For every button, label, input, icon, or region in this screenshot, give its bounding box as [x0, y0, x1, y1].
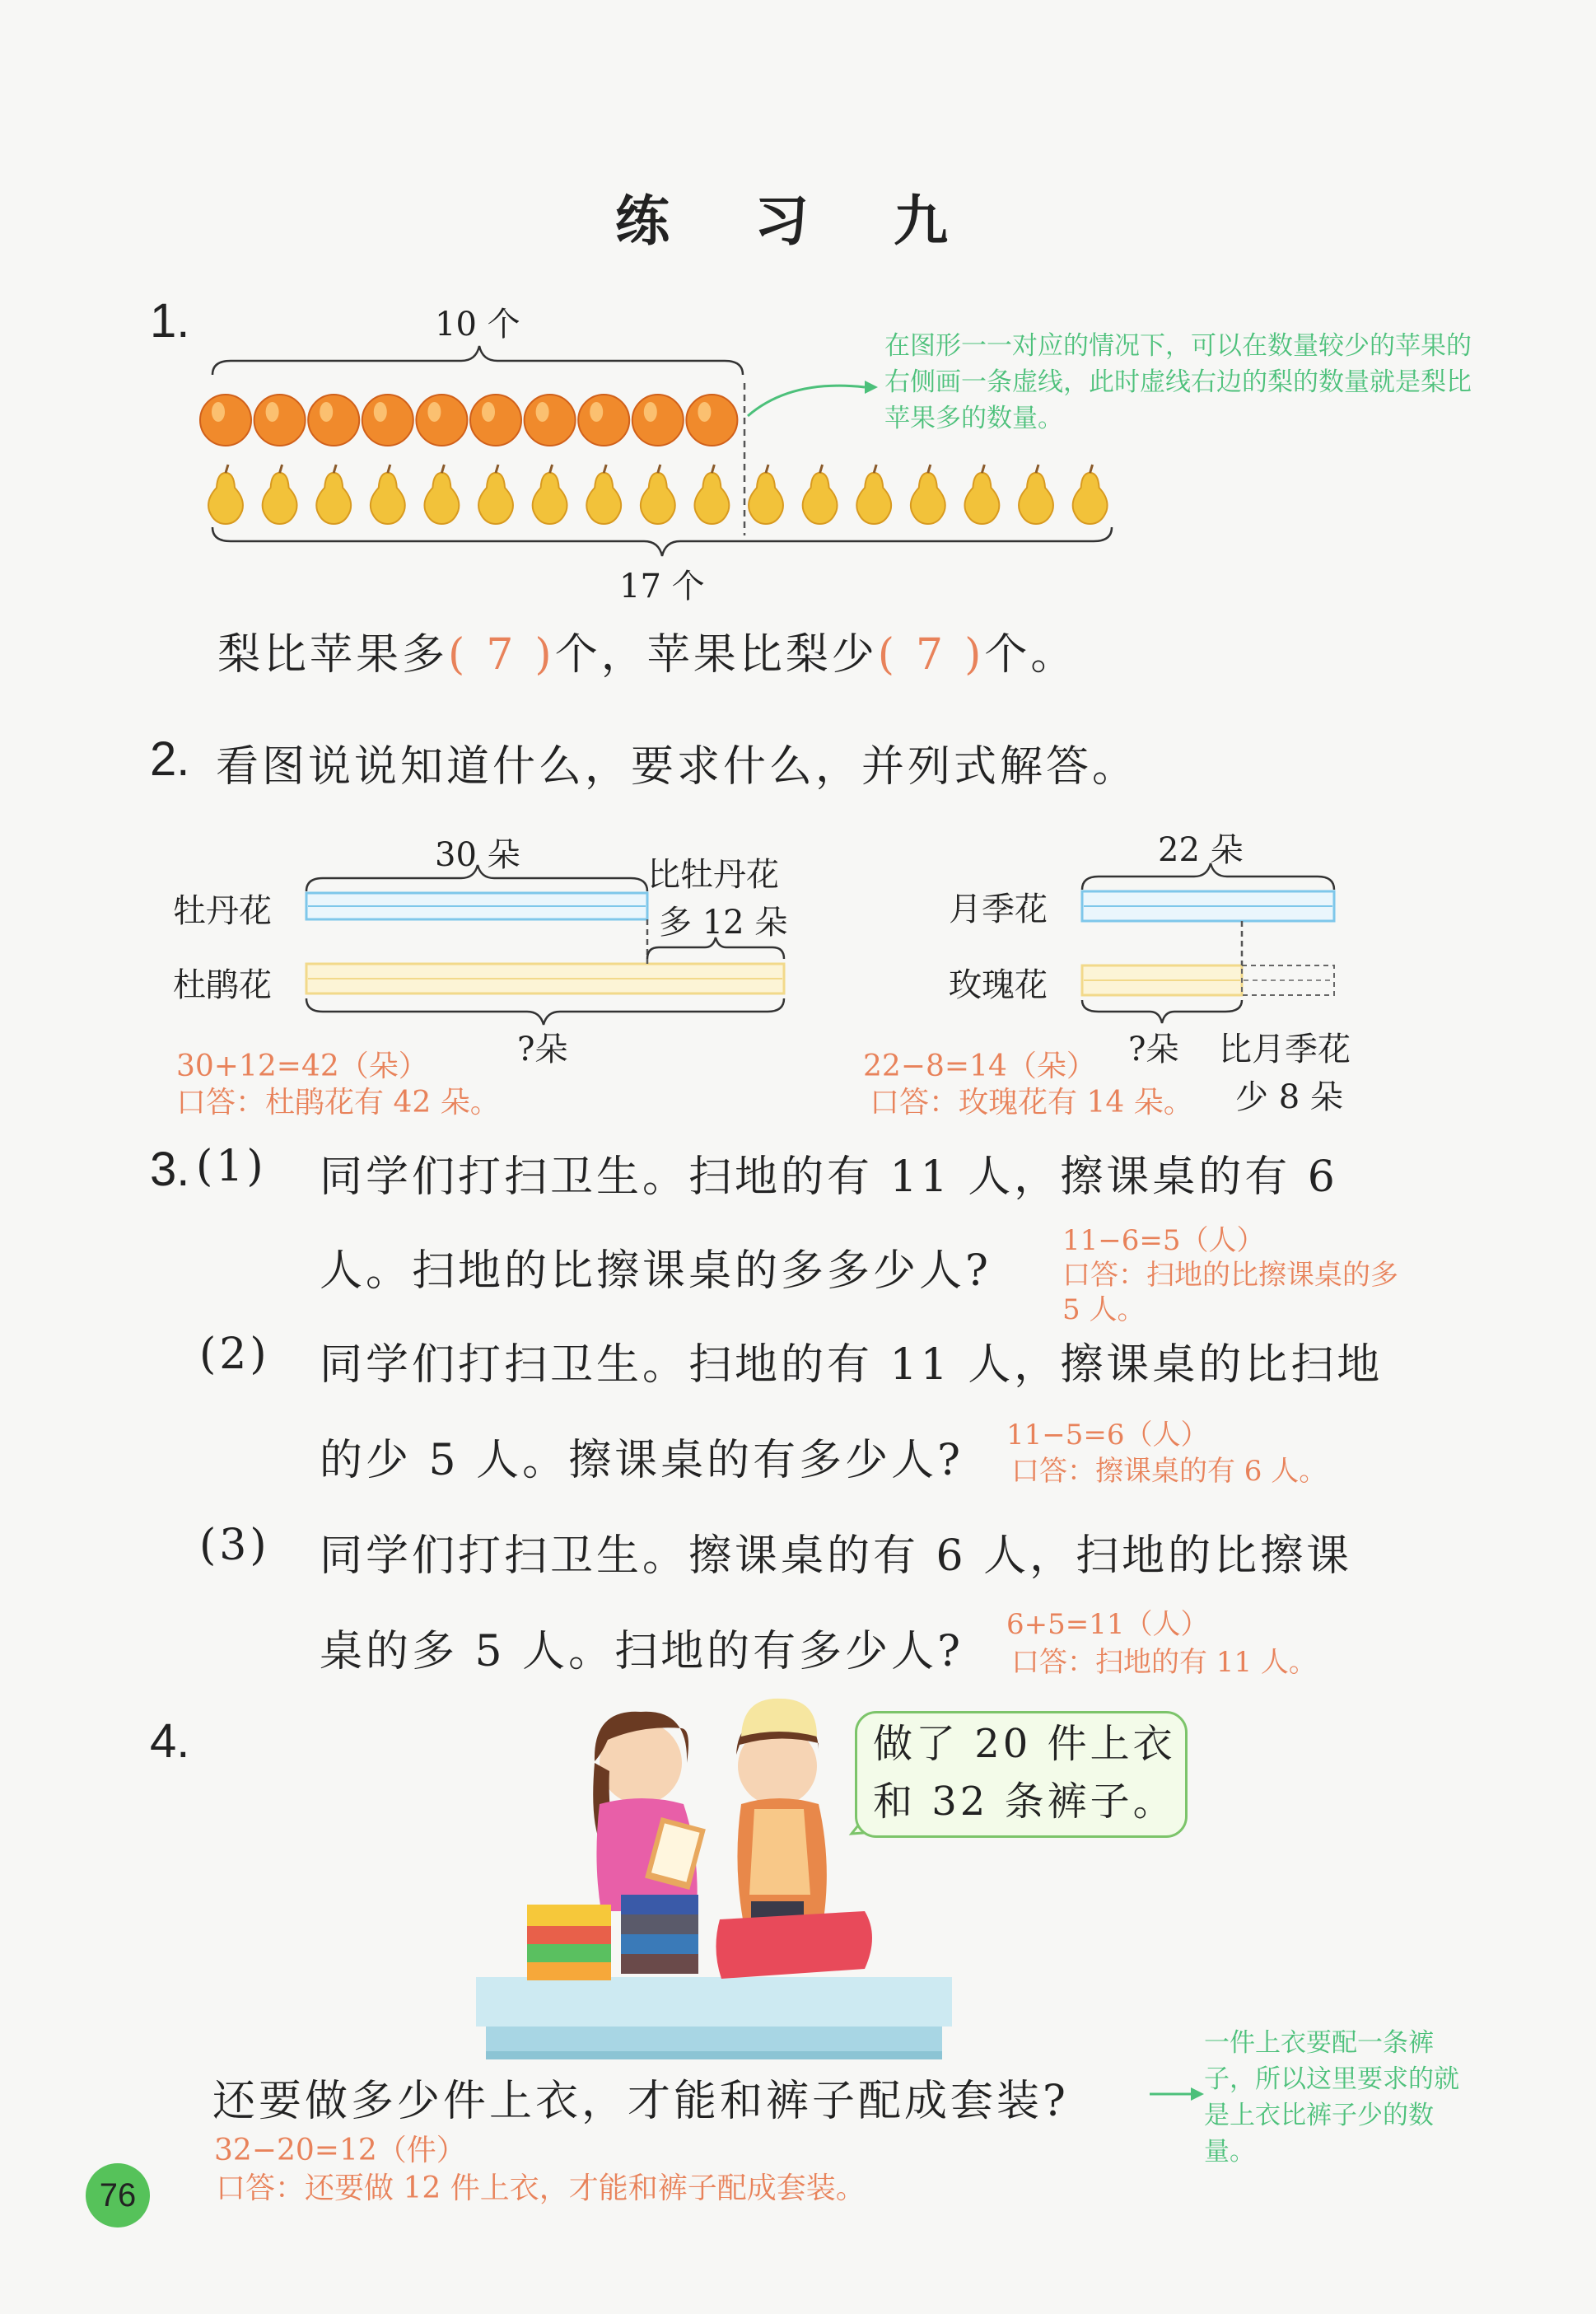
apple-icon [470, 395, 521, 446]
apple-highlight [644, 402, 657, 422]
q3-part1-line1: 同学们打扫卫生。扫地的有 11 人，擦课桌的有 6 [320, 1152, 1338, 1202]
brace-bottom-right-q2 [1082, 1000, 1242, 1023]
pear-stem [334, 465, 336, 473]
pear-stem [604, 465, 606, 473]
equation-q2-right: 22−8=14（朵） [863, 1049, 1096, 1083]
q3-part1-label: (1) [196, 1142, 267, 1191]
apple-highlight [482, 402, 495, 422]
apple-highlight [590, 402, 603, 422]
question-number-3: 3. [150, 1143, 190, 1196]
apple-highlight [320, 402, 333, 422]
q3-part1-answer: 口答：扫地的比擦课桌的多 [1062, 1259, 1398, 1292]
pear-icon [803, 473, 838, 524]
pear-stem [226, 465, 228, 473]
label-meigui: 玫瑰花 [949, 966, 1048, 1004]
q3-part2-line1: 同学们打扫卫生。扫地的有 11 人，擦课桌的比扫地 [320, 1340, 1384, 1390]
label-30: 30 朵 [435, 836, 520, 874]
equation-q2-left: 30+12=42（朵） [176, 1049, 428, 1083]
pear-icon [911, 473, 945, 524]
pear-stem [441, 465, 444, 473]
pear-icon [478, 473, 513, 524]
brace-bottom-q1 [212, 527, 1112, 556]
page-number-badge: 76 [86, 2163, 150, 2228]
pear-icon [749, 473, 783, 524]
pear-stem [712, 465, 714, 473]
pear-icon [856, 473, 891, 524]
q3-part2-equation: 11−5=6（人） [1006, 1419, 1209, 1452]
note-q4: 一件上衣要配一条裤子，所以这里要求的就是上衣比裤子少的数量。 [1204, 2028, 1459, 2167]
page-title: 练 习 九 [615, 189, 981, 253]
apple-highlight [698, 402, 711, 422]
label-bi-mudan: 比牡丹花 [647, 856, 779, 894]
arrow-head-q1 [865, 381, 878, 394]
question-number-2: 2. [150, 732, 190, 786]
apple-highlight [212, 402, 225, 422]
pear-stem [982, 465, 984, 473]
question-4-text: 还要做多少件上衣，才能和裤子配成套装? [212, 2077, 1069, 2126]
apple-highlight [536, 402, 549, 422]
brace-top-q1 [212, 346, 743, 375]
q3-part3-line2: 桌的多 5 人。扫地的有多少人? [320, 1627, 964, 1676]
label-yueji: 月季花 [949, 891, 1048, 928]
apple-icon [200, 395, 251, 446]
apple-icon [362, 395, 413, 446]
pear-stem [820, 465, 823, 473]
pear-icon [586, 473, 621, 524]
pear-icon [371, 473, 405, 524]
label-bi-yueji: 比月季花 [1219, 1031, 1351, 1068]
question-2-prompt: 看图说说知道什么，要求什么，并列式解答。 [216, 742, 1139, 792]
pear-stem [928, 465, 931, 473]
pear-icon [964, 473, 999, 524]
pear-icon [1019, 473, 1053, 524]
apple-highlight [427, 402, 441, 422]
label-shao-8: 少 8 朵 [1235, 1078, 1343, 1116]
pear-icon [533, 473, 567, 524]
pear-icon [208, 473, 243, 524]
pear-stem [874, 465, 876, 473]
apple-icon [308, 395, 359, 446]
pear-stem [280, 465, 282, 473]
pear-stem [550, 465, 553, 473]
pear-stem [1090, 465, 1093, 473]
apple-highlight [266, 402, 279, 422]
pear-icon [424, 473, 459, 524]
label-17: 17 个 [619, 568, 705, 605]
pear-icon [263, 473, 297, 524]
q3-part2-label: (2) [199, 1330, 270, 1379]
bubble-line-1: 做了 20 件上衣 [873, 1721, 1176, 1767]
label-question-left: ?朵 [517, 1031, 568, 1068]
question-number-4: 4. [150, 1714, 190, 1768]
answer-q2-right: 口答：玫瑰花有 14 朵。 [870, 1086, 1193, 1120]
label-duo-12: 多 12 朵 [659, 904, 788, 942]
q3-part3-equation: 6+5=11（人） [1006, 1608, 1209, 1641]
sentence-q1: 梨比苹果多( 7 )个，苹果比梨少( 7 )个。 [217, 630, 1077, 680]
apple-icon [416, 395, 467, 446]
brace-bottom-left-q2 [306, 998, 784, 1025]
q3-part1-line2: 人。扫地的比擦课桌的多多少人? [320, 1246, 992, 1296]
apple-icon [254, 395, 306, 446]
equation-q4: 32−20=12（件） [214, 2134, 466, 2167]
arrow-to-note-q1 [748, 386, 865, 416]
pear-stem [766, 465, 768, 473]
q3-part3-label: (3) [199, 1521, 270, 1570]
q3-part2-line2: 的少 5 人。擦课桌的有多少人? [320, 1436, 964, 1485]
label-22: 22 朵 [1158, 831, 1244, 869]
pear-icon [316, 473, 351, 524]
pear-icon [641, 473, 675, 524]
apple-icon [632, 395, 684, 446]
pear-stem [388, 465, 390, 473]
question-number-1: 1. [150, 294, 190, 348]
pear-stem [1036, 465, 1038, 473]
answer-q1-b: 7 [916, 630, 947, 680]
pear-stem [658, 465, 660, 473]
q3-part1-equation: 11−6=5（人） [1062, 1224, 1265, 1257]
answer-q4: 口答：还要做 12 件上衣，才能和裤子配成套装。 [216, 2171, 866, 2205]
apple-icon [578, 395, 629, 446]
pear-row [208, 465, 1107, 524]
label-question-right: ?朵 [1128, 1031, 1179, 1068]
q3-part2-answer: 口答：擦课桌的有 6 人。 [1011, 1455, 1328, 1488]
q3-part3-answer: 口答：扫地的有 11 人。 [1011, 1646, 1317, 1679]
label-dujuan: 杜鹃花 [173, 966, 272, 1004]
apple-icon [525, 395, 576, 446]
answer-q1-a: 7 [486, 630, 517, 680]
pear-stem [496, 465, 498, 473]
q3-part1-answer-2: 5 人。 [1062, 1293, 1146, 1326]
pear-icon [694, 473, 729, 524]
apple-highlight [374, 402, 387, 422]
apple-row [200, 395, 737, 446]
answer-q2-left: 口答：杜鹃花有 42 朵。 [176, 1086, 500, 1120]
bubble-line-2: 和 32 条裤子。 [873, 1779, 1176, 1825]
label-mudan: 牡丹花 [173, 892, 272, 930]
apple-icon [686, 395, 737, 446]
label-10: 10 个 [435, 306, 520, 344]
note-q1: 在图形一一对应的情况下，可以在数量较少的苹果的右侧画一条虚线，此时虚线右边的梨的数量就是梨比苹果多的数量。 [884, 331, 1472, 433]
pear-icon [1073, 473, 1108, 524]
q3-part3-line1: 同学们打扫卫生。擦课桌的有 6 人，扫地的比擦课 [320, 1531, 1353, 1581]
